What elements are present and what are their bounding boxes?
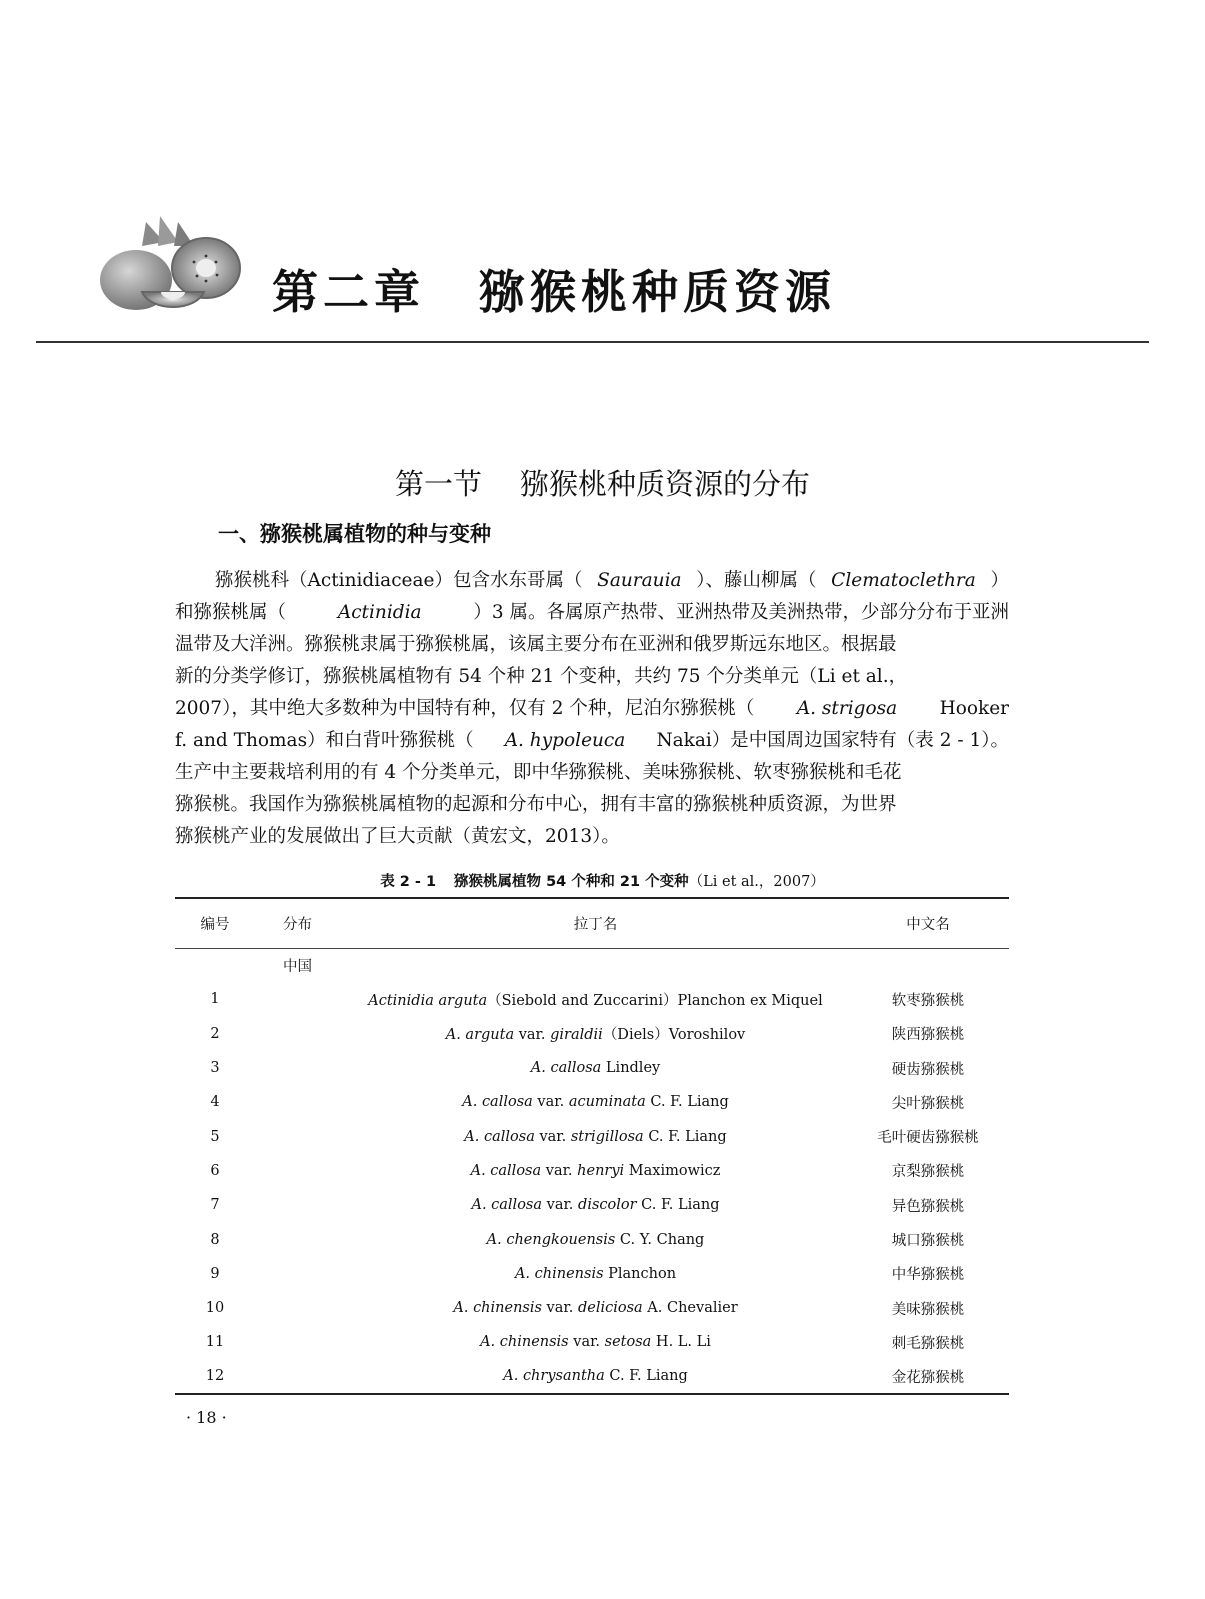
latin-name (344, 1188, 847, 1222)
italic-text-run: strigillosa (570, 1128, 644, 1145)
chinese-name: 尖叶猕猴桃 (891, 1095, 965, 1112)
paragraph-line (175, 789, 1009, 821)
chinese-name: 美味猕猴桃 (891, 1301, 965, 1318)
text-run: 生产中主要栽培利用的有 4 个分类单元，即中华猕猴桃、美味猕猴桃、软枣猕猴桃和毛花 (175, 762, 902, 783)
row-number: 7 (210, 1197, 220, 1214)
paragraph-line (175, 661, 1009, 693)
chapter-name: 猕猴桃种质资源 (479, 265, 836, 319)
row-number: 3 (210, 1060, 220, 1077)
chinese-name: 硬齿猕猴桃 (891, 1061, 965, 1078)
text-run: 和猕猴桃属（ (175, 602, 287, 623)
italic-text-run: Clematoclethra (831, 570, 976, 591)
header-latin-name: 拉丁名 (344, 898, 847, 948)
header-number: 编号 (175, 898, 255, 948)
text-run: Lindley (601, 1060, 661, 1077)
text-run: H. L. Li (651, 1334, 711, 1351)
paragraph-line (175, 757, 1009, 789)
italic-text-run: setosa (604, 1334, 652, 1351)
section-number: 第一节 (394, 467, 482, 501)
header-distribution: 分布 (255, 898, 344, 948)
latin-name (344, 1291, 847, 1325)
italic-text-run: A. callosa (462, 1094, 533, 1111)
row-number: 8 (210, 1231, 220, 1248)
italic-text-run: deliciosa (577, 1300, 643, 1317)
table-row (175, 1051, 1009, 1085)
latin-name (344, 1222, 847, 1256)
latin-name (344, 1154, 847, 1188)
chinese-name: 中华猕猴桃 (891, 1267, 965, 1284)
chapter-number: 第二章 (272, 265, 425, 319)
italic-text-run: giraldii (550, 1027, 603, 1044)
row-number: 1 (210, 991, 220, 1008)
text-run: Hooker (939, 698, 1009, 719)
table-row (175, 1188, 1009, 1222)
latin-name (344, 1325, 847, 1359)
text-run: var. (532, 1094, 569, 1111)
chinese-name: 城口猕猴桃 (891, 1233, 965, 1250)
italic-text-run: A. chinensis (480, 1334, 569, 1351)
text-run: C. F. Liang (645, 1094, 729, 1111)
italic-text-run: henryi (577, 1162, 625, 1179)
text-run: C. F. Liang (643, 1128, 727, 1145)
section-name: 猕猴桃种质资源的分布 (520, 467, 811, 501)
text-run: f. and Thomas）和白背叶猕猴桃（ (175, 730, 474, 751)
text-run: （Diels）Voroshilov (602, 1027, 746, 1044)
text-run: ）、藤山柳属（ (696, 570, 817, 591)
chinese-name: 异色猕猴桃 (891, 1198, 965, 1215)
paragraph-line (175, 629, 1009, 661)
paragraph-line (175, 821, 1009, 853)
italic-text-run: Actinidia arguta (368, 992, 488, 1009)
italic-text-run: A. callosa (470, 1162, 542, 1179)
row-number: 2 (210, 1025, 220, 1042)
text-run: （Siebold and Zuccarini）Planchon ex Miquel (487, 992, 823, 1009)
species-table (175, 897, 1009, 1395)
table-row (175, 982, 1009, 1016)
text-run: A. Chevalier (642, 1300, 738, 1317)
body-paragraph (175, 565, 1009, 853)
header-chinese-name: 中文名 (847, 898, 1009, 948)
italic-text-run: A. strigosa (796, 698, 898, 719)
section-title (0, 462, 1205, 503)
italic-text-run: A. callosa (464, 1128, 535, 1145)
text-run: ） (990, 570, 1009, 591)
italic-text-run: A. callosa (530, 1060, 602, 1077)
chinese-name: 毛叶硬齿猕猴桃 (877, 1130, 979, 1147)
table-row (175, 1325, 1009, 1359)
row-number: 10 (205, 1300, 225, 1317)
italic-text-run: acuminata (568, 1094, 646, 1111)
table-caption-source: （Li et al.，2007） (688, 874, 825, 890)
subsection-heading: 一、猕猴桃属植物的种与变种 (218, 522, 491, 546)
table-row (175, 1119, 1009, 1153)
table-caption-title: 猕猴桃属植物 54 个种和 21 个变种 (454, 874, 689, 890)
kiwi-fruit-illustration (98, 212, 248, 314)
table-caption (0, 870, 1205, 891)
text-run: var. (542, 1197, 579, 1214)
text-run: Maximowicz (624, 1162, 721, 1179)
chinese-name: 刺毛猕猴桃 (891, 1335, 965, 1352)
latin-name (344, 1085, 847, 1119)
text-run: ）3 属。各属原产热带、亚洲热带及美洲热带，少部分分布于亚洲 (473, 602, 1009, 623)
row-number: 4 (210, 1094, 220, 1111)
chinese-name: 京梨猕猴桃 (891, 1164, 965, 1181)
text-run: 猕猴桃科（Actinidiaceae）包含水东哥属（ (215, 570, 583, 591)
text-run: 温带及大洋洲。猕猴桃隶属于猕猴桃属，该属主要分布在亚洲和俄罗斯远东地区。根据最 (175, 634, 897, 655)
latin-name (344, 1360, 847, 1394)
italic-text-run: Saurauia (597, 570, 682, 591)
table-row (175, 1222, 1009, 1256)
text-run: C. Y. Chang (615, 1231, 705, 1248)
latin-name (344, 1119, 847, 1153)
latin-name (344, 1017, 847, 1051)
row-number: 11 (205, 1334, 225, 1351)
italic-text-run: A. chengkouensis (486, 1231, 616, 1248)
italic-text-run: A. hypoleuca (504, 730, 626, 751)
row-number: 5 (210, 1128, 220, 1145)
table-row (175, 1257, 1009, 1291)
table-row (175, 1085, 1009, 1119)
table-group-row (175, 948, 1009, 982)
text-run: var. (541, 1300, 578, 1317)
table-row (175, 1360, 1009, 1394)
latin-name (344, 1051, 847, 1085)
italic-text-run: A. callosa (471, 1197, 543, 1214)
italic-text-run: Actinidia (337, 602, 422, 623)
paragraph-line (175, 725, 1009, 757)
paragraph-line (175, 693, 1009, 725)
row-number: 9 (210, 1265, 220, 1282)
text-run: 2007），其中绝大多数种为中国特有种，仅有 2 个种，尼泊尔猕猴桃（ (175, 698, 755, 719)
chinese-name: 金花猕猴桃 (847, 1360, 1009, 1394)
italic-text-run: A. chinensis (514, 1265, 604, 1282)
text-run: C. F. Liang (636, 1197, 720, 1214)
table-row (175, 1291, 1009, 1325)
italic-text-run: discolor (578, 1197, 637, 1214)
table-row (175, 1017, 1009, 1051)
page-number: · 18 · (186, 1408, 227, 1427)
text-run: var. (534, 1128, 571, 1145)
paragraph-line (175, 597, 1009, 629)
text-run: Nakai）是中国周边国家特有（表 2 - 1）。 (656, 730, 1009, 751)
chapter-title (272, 256, 836, 322)
table-caption-label: 表 2 - 1 (380, 874, 437, 890)
text-run: 猕猴桃产业的发展做出了巨大贡献（黄宏文，2013）。 (175, 826, 620, 847)
latin-name (344, 982, 847, 1016)
group-label: 中国 (283, 958, 312, 975)
text-run: var. (541, 1162, 578, 1179)
italic-text-run: A. chrysantha (503, 1368, 605, 1385)
chinese-name: 陕西猕猴桃 (891, 1027, 965, 1044)
chapter-divider (36, 341, 1149, 343)
text-run: 新的分类学修订，猕猴桃属植物有 54 个种 21 个变种，共约 75 个分类单元（Li et al.， (175, 666, 908, 687)
row-number: 6 (210, 1162, 220, 1179)
italic-text-run: A. chinensis (453, 1300, 542, 1317)
text-run: C. F. Liang (604, 1368, 688, 1385)
italic-text-run: A. arguta (445, 1027, 515, 1044)
chinese-name: 软枣猕猴桃 (891, 992, 965, 1009)
latin-name (344, 1257, 847, 1291)
text-run: var. (568, 1334, 605, 1351)
table-row (175, 1154, 1009, 1188)
row-number: 12 (175, 1360, 255, 1394)
paragraph-line (175, 565, 1009, 597)
text-run: 猕猴桃。我国作为猕猴桃属植物的起源和分布中心，拥有丰富的猕猴桃种质资源，为世界 (175, 794, 897, 815)
text-run: var. (514, 1027, 551, 1044)
text-run: Planchon (603, 1265, 677, 1282)
table-header-row (175, 898, 1009, 948)
